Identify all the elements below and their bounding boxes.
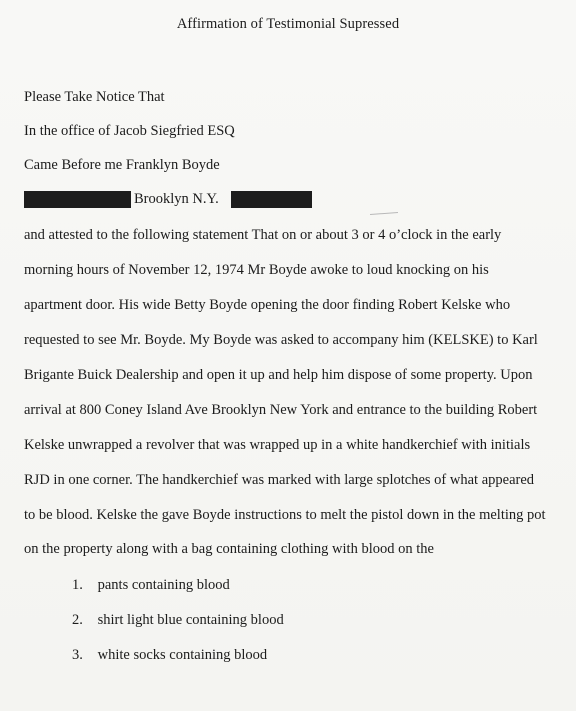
intro-line-notice: Please Take Notice That (24, 89, 165, 105)
list-item-text: white socks containing blood (97, 647, 268, 663)
list-item (72, 577, 230, 594)
document-title: Affirmation of Testimonial Supressed (176, 16, 400, 32)
list-item-text: shirt light blue containing blood (97, 612, 284, 628)
body-line: apartment door. His wide Betty Boyde opening the door finding Robert Kelske who (24, 297, 511, 313)
list-item-number: 3. (72, 647, 83, 663)
pen-mark (370, 212, 398, 215)
body-line: to be blood. Kelske the gave Boyde instructions to melt the pistol down in the melting pot (24, 507, 546, 523)
redaction-bar-right (231, 191, 312, 208)
list-item (72, 612, 284, 629)
body-line: on the property along with a bag containing clothing with blood on the (24, 541, 434, 557)
list-item (72, 647, 267, 664)
body-line: morning hours of November 12, 1974 Mr Boyde awoke to loud knocking on his (24, 262, 489, 278)
redaction-bar-left (24, 191, 131, 208)
address-text: Brooklyn N.Y. (134, 191, 219, 207)
body-line: Brigante Buick Dealership and open it up and help him dispose of some property. Upon (24, 367, 533, 383)
list-item-number: 1. (72, 577, 83, 593)
body-line: arrival at 800 Coney Island Ave Brooklyn New York and entrance to the building Robert (24, 402, 538, 418)
intro-line-office: In the office of Jacob Siegfried ESQ (24, 123, 235, 139)
body-line: RJD in one corner. The handkerchief was marked with large splotches of what appeared (24, 472, 535, 488)
body-line: and attested to the following statement That on or about 3 or 4 o’clock in the early (24, 227, 502, 243)
body-line: Kelske unwrapped a revolver that was wrapped up in a white handkerchief with initials (24, 437, 531, 453)
body-line: requested to see Mr. Boyde. My Boyde was asked to accompany him (KELSKE) to Karl (24, 332, 538, 348)
intro-line-came-before: Came Before me Franklyn Boyde (24, 157, 220, 173)
list-item-text: pants containing blood (97, 577, 230, 593)
list-item-number: 2. (72, 612, 83, 628)
